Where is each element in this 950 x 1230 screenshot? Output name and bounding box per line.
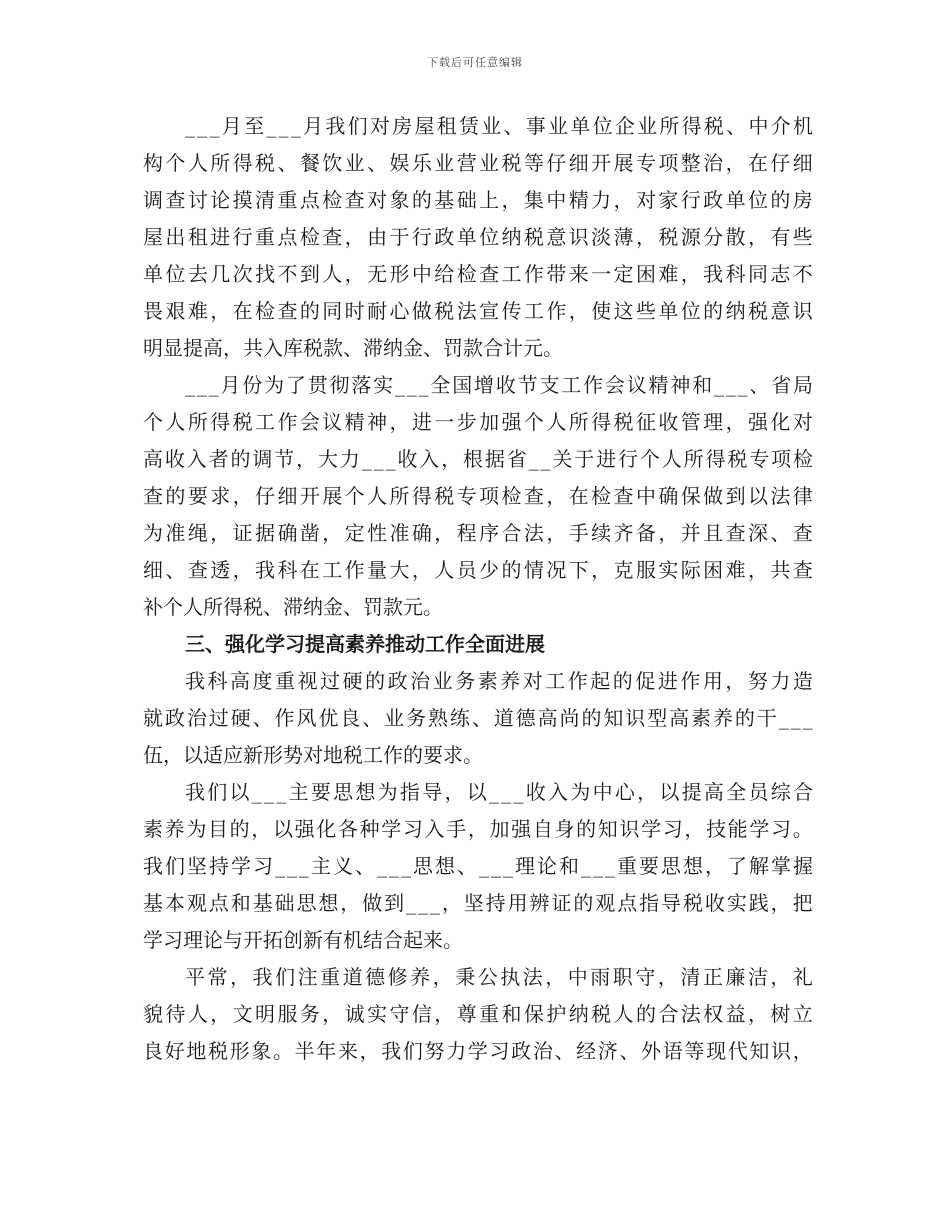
paragraph <box>143 108 813 367</box>
page-header-note: 下载后可任意编辑 <box>427 56 523 69</box>
text-line: 平 常 ， 我 们 注 重 道 德 修 养 ， 秉 公 执 法 ， 中 雨 职 守 ， 清 正 廉 洁 ， 礼 <box>185 965 813 989</box>
text-line: 素 养 为 目 的 ， 以 强 化 各 种 学 习 入 手 ， 加 强 自 身 的 知 识 学 习 ， 技 能 学 习 。 <box>143 817 813 841</box>
paragraph <box>143 367 813 626</box>
text-line: 我 们 以 _ _ _ 主 要 思 想 为 指 导 ， 以 _ _ _ 收 入 为 中 心 ， 以 提 高 全 员 综 合 <box>185 780 813 804</box>
text-line: 就 政 治 过 硬 、 作 风 优 良 、 业 务 熟 练 、 道 德 高 尚 的 知 识 型 高 素 养 的 干 _ _ _ <box>143 706 813 730</box>
text-line: 良 好 地 税 形 象 。 半 年 来 ， 我 们 努 力 学 习 政 治 、 经 济 、 外 语 等 现 代 知 识 ， <box>143 1039 813 1063</box>
text-line: _ _ _ 月 至 _ _ _ 月 我 们 对 房 屋 租 赁 业 、 事 业 单 位 企 业 所 得 税 、 中 介 机 <box>185 114 813 138</box>
paragraph <box>143 959 813 1070</box>
text-line: _ _ _ 月 份 为 了 贯 彻 落 实 _ _ _ 全 国 增 收 节 支 工 作 会 议 精 神 和 _ _ _ 、 省 局 <box>185 373 813 397</box>
text-line: 构 个 人 所 得 税 、 餐 饮 业 、 娱 乐 业 营 业 税 等 仔 细 开 展 专 项 整 治 ， 在 仔 细 <box>143 151 813 175</box>
text-line: 畏 艰 难 ， 在 检 查 的 同 时 耐 心 做 税 法 宣 传 工 作 ， 使 这 些 单 位 的 纳 税 意 识 <box>143 299 813 323</box>
text-line: 屋 出 租 进 行 重 点 检 查 ， 由 于 行 政 单 位 纳 税 意 识 淡 薄 ， 税 源 分 散 ， 有 些 <box>143 225 813 249</box>
text-line: 调 查 讨 论 摸 清 重 点 检 查 对 象 的 基 础 上 ， 集 中 精 力 ， 对 家 行 政 单 位 的 房 <box>143 188 813 212</box>
text-line: 单 位 去 几 次 找 不 到 人 ， 无 形 中 给 检 查 工 作 带 来 一 定 困 难 ， 我 科 同 志 不 <box>143 262 813 286</box>
text-line: 基 本 观 点 和 基 础 思 想 ， 做 到 _ _ _ ， 坚 持 用 辨 证 的 观 点 指 导 税 收 实 践 ， 把 <box>143 891 813 915</box>
text-line: 明显提高，共入库税款、滞纳金、罚款合计元。 <box>143 336 563 360</box>
text-line: 为 准 绳 ， 证 据 确 凿 ， 定 性 准 确 ， 程 序 合 法 ， 手 续 齐 备 ， 并 且 查 深 、 查 <box>143 521 813 545</box>
text-line: 伍，以适应新形势对地税工作的要求。 <box>143 743 483 767</box>
paragraph <box>143 774 813 959</box>
paragraph <box>143 663 813 774</box>
document-body <box>143 108 813 1070</box>
text-line: 我 们 坚 持 学 习 _ _ _ 主 义 、 _ _ _ 思 想 、 _ _ _ 理 论 和 _ _ _ 重 要 思 想 ， 了 解 掌 握 <box>143 854 813 878</box>
section-heading: 三、强化学习提高素养推动工作全面进展 <box>185 632 545 656</box>
text-line: 貌 待 人 ， 文 明 服 务 ， 诚 实 守 信 ， 尊 重 和 保 护 纳 税 人 的 合 法 权 益 ， 树 立 <box>143 1002 813 1026</box>
text-line: 学习理论与开拓创新有机结合起来。 <box>143 928 463 952</box>
text-line: 高 收 入 者 的 调 节 ， 大 力 _ _ _ 收 入 ， 根 据 省 _ _ 关 于 进 行 个 人 所 得 税 专 项 检 <box>143 447 813 471</box>
text-line: 细 、 查 透 ， 我 科 在 工 作 量 大 ， 人 员 少 的 情 况 下 ， 克 服 实 际 困 难 ， 共 查 <box>143 558 813 582</box>
text-line: 我 科 高 度 重 视 过 硬 的 政 治 业 务 素 养 对 工 作 起 的 促 进 作 用 ， 努 力 造 <box>185 669 813 693</box>
text-line: 补个人所得税、滞纳金、罚款元。 <box>143 595 443 619</box>
text-line: 个 人 所 得 税 工 作 会 议 精 神 ， 进 一 步 加 强 个 人 所 得 税 征 收 管 理 ， 强 化 对 <box>143 410 813 434</box>
text-line: 查 的 要 求 ， 仔 细 开 展 个 人 所 得 税 专 项 检 查 ， 在 检 查 中 确 保 做 到 以 法 律 <box>143 484 813 508</box>
